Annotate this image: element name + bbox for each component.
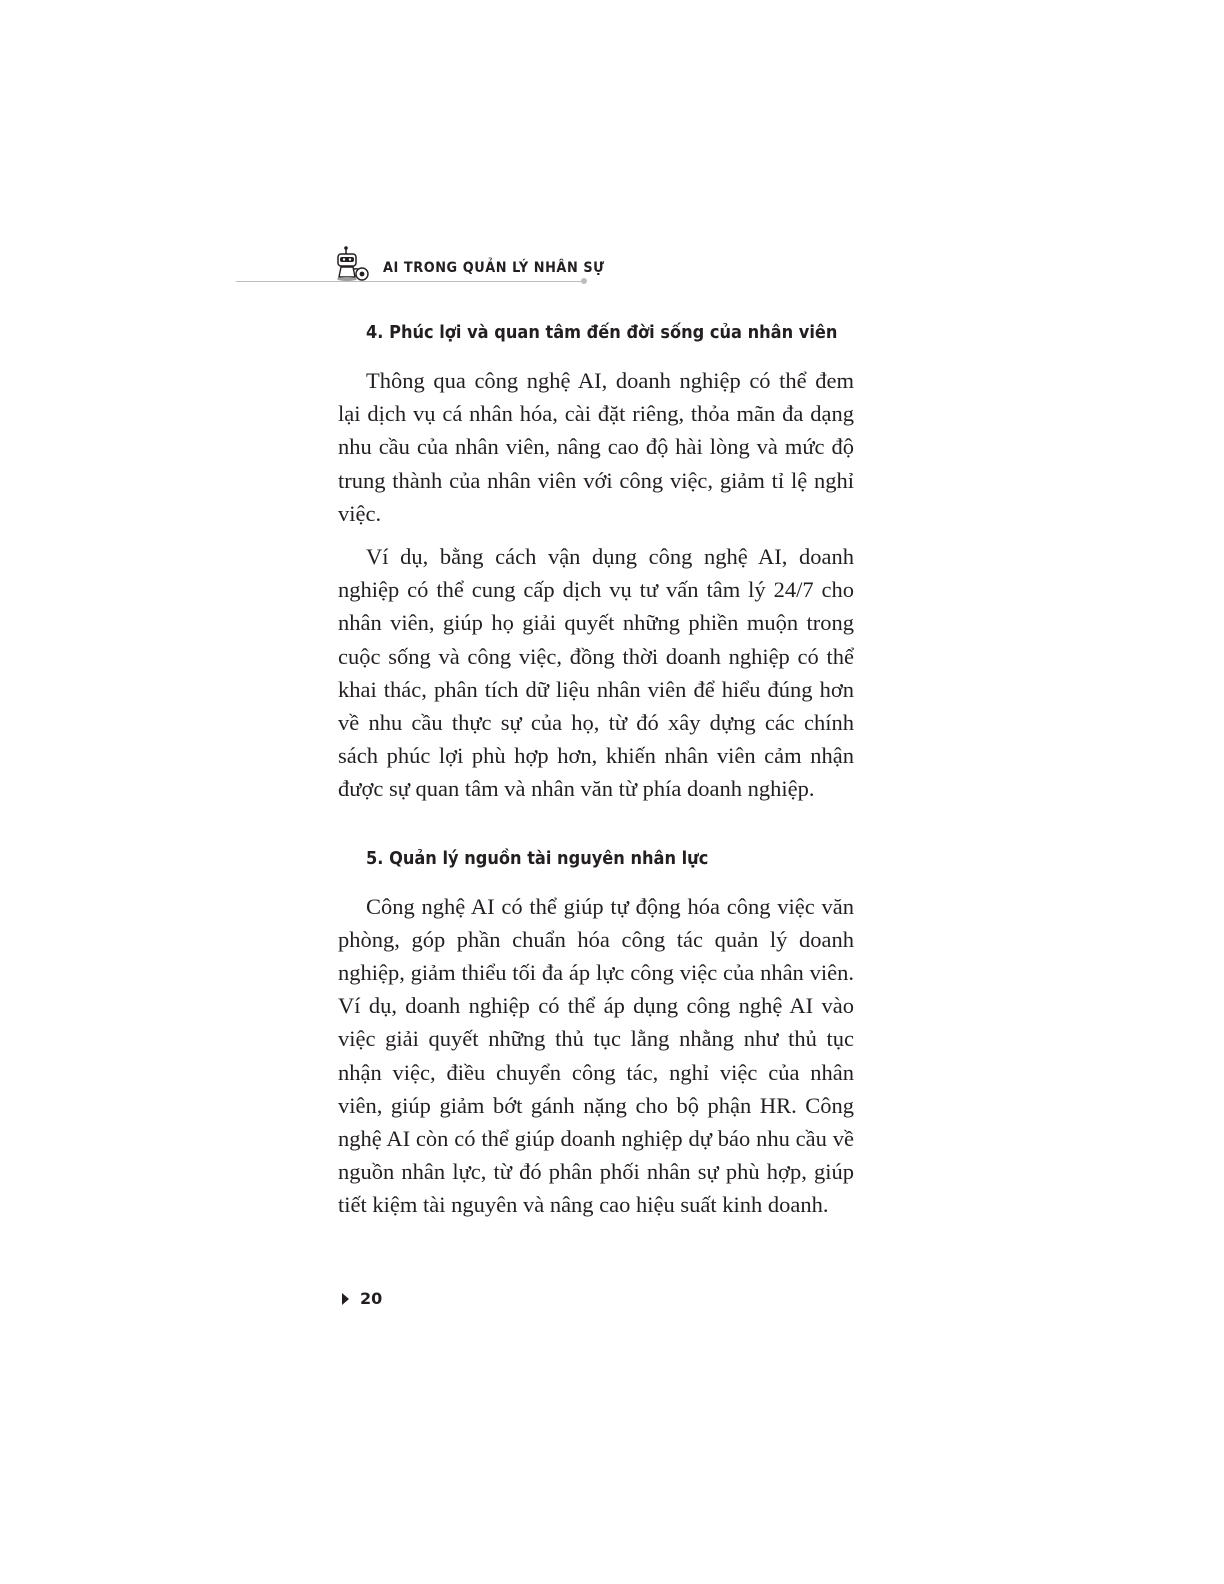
- header-rule: [236, 281, 582, 282]
- section-heading: 5. Quản lý nguồn tài nguyên nhân lực: [366, 847, 709, 869]
- page-number: 20: [360, 1289, 383, 1308]
- running-header-title: AI TRONG QUẢN LÝ NHÂN SỰ: [383, 260, 605, 276]
- paragraph: Công nghệ AI có thể giúp tự động hóa công việc văn phòng, góp phần chuẩn hóa công tác quản lý doanh nghiệp, giảm thiểu tối đa áp lực công việc của nhân viên. Ví dụ, doanh nghiệp có thể áp dụng công nghệ AI vào việc giải quyết những thủ tục lằng nhằng như thủ tục nhận việc, điều chuyển công tác, nghỉ việc của nhân viên, giúp giảm bớt gánh nặng cho bộ phận HR. Công nghệ AI còn có thể giúp doanh nghiệp dự báo nhu cầu về nguồn nhân lực, từ đó phân phối nhân sự phù hợp, giúp tiết kiệm tài nguyên và nâng cao hiệu suất kinh doanh.: [338, 893, 854, 1218]
- triangle-right-icon: [342, 1293, 349, 1305]
- header-rule-dot: [581, 278, 587, 284]
- robot-icon: [332, 244, 372, 282]
- page-content: [338, 316, 854, 1222]
- paragraph: Thông qua công nghệ AI, doanh nghiệp có thể đem lại dịch vụ cá nhân hóa, cài đặt riêng, thỏa mãn đa dạng nhu cầu của nhân viên, nâng cao độ hài lòng và mức độ trung thành của nhân viên với công việc, giảm tỉ lệ nghỉ việc.: [338, 368, 854, 526]
- section-heading: 4. Phúc lợi và quan tâm đến đời sống của nhân viên: [366, 322, 838, 343]
- running-header: [236, 240, 605, 286]
- paragraph: Ví dụ, bằng cách vận dụng công nghệ AI, doanh nghiệp có thể cung cấp dịch vụ tư vấn tâm lý 24/7 cho nhân viên, giúp họ giải quyết những phiền muộn trong cuộc sống và công việc, đồng thời doanh nghiệp có thể khai thác, phân tích dữ liệu nhân viên để hiểu đúng hơn về nhu cầu thực sự của họ, từ đó xây dựng các chính sách phúc lợi phù hợp hơn, khiến nhân viên cảm nhận được sự quan tâm và nhân văn từ phía doanh nghiệp.: [338, 544, 854, 802]
